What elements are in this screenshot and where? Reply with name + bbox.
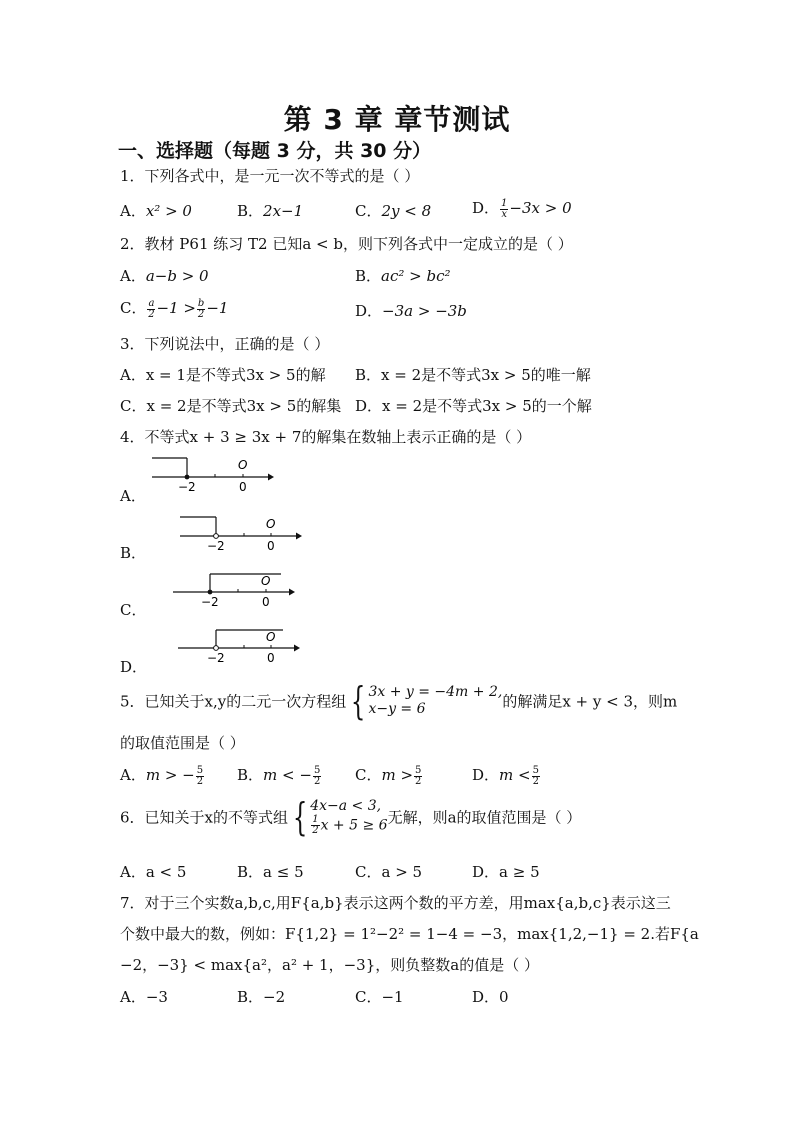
q1-option-b[interactable]: B．2x−1: [237, 202, 304, 220]
question-7-stem-line2: 个数中最大的数，例如：F{1,2} = 1²−2² = 1−4 = −3，max{1,2,−1} = 2.若F{a: [120, 925, 699, 943]
q7-option-a[interactable]: A．−3: [120, 988, 168, 1006]
tick-label: −2: [201, 595, 219, 609]
q5-option-d[interactable]: D．m < $\frac{5}{2}$: [472, 764, 539, 787]
page-title: 第 3 章 章节测试: [283, 103, 511, 136]
q4-option-b-numberline[interactable]: [170, 512, 310, 554]
q2-option-c[interactable]: C． $\frac{a}{2}$ −1 > $\frac{b}{2}$ −1: [120, 297, 229, 320]
q1-option-a[interactable]: A．x² > 0: [120, 202, 192, 220]
equation-system: 3x + y = −4m + 2, x−y = 6: [368, 684, 503, 717]
question-5-stem: 5．已知关于x,y的二元一次方程组 { 3x + y = −4m + 2, x−y = 6 的解满足x + y < 3，则m: [120, 679, 678, 723]
question-7-stem-line1: 7．对于三个实数a,b,c,用F{a,b}表示这两个数的平方差，用max{a,b,c}表示这三: [120, 894, 671, 912]
q7-option-c[interactable]: C．−1: [355, 988, 404, 1006]
question-6-stem: 6．已知关于x的不等式组 { 4x−a < 3, $\frac{1}{2}$ x + 5 ≥ 6 无解，则a的取值范围是（ ）: [120, 795, 582, 839]
q7-option-d[interactable]: D．0: [472, 988, 509, 1006]
q7-option-b[interactable]: B．−2: [237, 988, 286, 1006]
q6-option-c[interactable]: C．a > 5: [355, 863, 423, 881]
closed-point: [208, 590, 213, 595]
inequality-system: 4x−a < 3, $\frac{1}{2}$ x + 5 ≥ 6: [310, 798, 388, 836]
fraction: $\frac{1}{2}$: [312, 814, 319, 836]
open-point: [214, 646, 219, 651]
q6-option-b[interactable]: B．a ≤ 5: [237, 863, 304, 881]
closed-point: [185, 475, 190, 480]
q3-option-c[interactable]: C．x = 2是不等式3x > 5的解集: [120, 397, 342, 415]
q6-option-d[interactable]: D．a ≥ 5: [472, 863, 540, 881]
fraction: $\frac{5}{2}$: [415, 764, 422, 787]
brace-icon: {: [292, 795, 308, 839]
question-1-stem: 1．下列各式中，是一元一次不等式的是（ ）: [120, 167, 420, 185]
question-5-stem-cont: 的取值范围是（ ）: [120, 734, 245, 752]
q4-option-d-numberline[interactable]: [170, 626, 310, 668]
fraction: $\frac{5}{2}$: [532, 764, 539, 787]
tick-label: −2: [178, 480, 196, 494]
fraction: $\frac{5}{2}$: [313, 764, 321, 787]
question-7-stem-line3: −2，−3} < max{a²，a² + 1，−3}，则负整数a的值是（ ）: [120, 956, 539, 974]
axis-arrow: [296, 533, 302, 540]
q4-option-c-numberline[interactable]: [165, 570, 305, 612]
axis-arrow: [294, 645, 300, 652]
q1-option-c[interactable]: C．2y < 8: [355, 202, 432, 220]
q2-option-a[interactable]: A．a−b > 0: [120, 267, 209, 285]
q5-option-b[interactable]: B．m < − $\frac{5}{2}$: [237, 764, 321, 787]
q4-option-d-label[interactable]: D．: [120, 658, 148, 676]
question-2-stem: 2．教材 P61 练习 T2 已知a < b，则下列各式中一定成立的是（ ）: [120, 235, 573, 253]
origin-label: O: [261, 574, 271, 588]
section-heading: 一、选择题（每题 3 分，共 30 分）: [118, 140, 432, 162]
fraction: $\frac{b}{2}$: [197, 297, 205, 320]
q2-option-d[interactable]: D．−3a > −3b: [355, 302, 467, 320]
q3-option-d[interactable]: D．x = 2是不等式3x > 5的一个解: [355, 397, 592, 415]
axis-arrow: [289, 589, 295, 596]
tick-label: 0: [267, 539, 275, 553]
tick-label: 0: [239, 480, 247, 494]
question-4-stem: 4．不等式x + 3 ≥ 3x + 7的解集在数轴上表示正确的是（ ）: [120, 428, 532, 446]
open-point: [214, 534, 219, 539]
tick-label: 0: [267, 651, 275, 665]
q1-option-d[interactable]: D． $\frac{1}{x}$ −3x > 0: [472, 197, 572, 220]
origin-label: O: [266, 517, 276, 531]
question-3-stem: 3．下列说法中，正确的是（ ）: [120, 335, 330, 353]
q5-option-c[interactable]: C．m > $\frac{5}{2}$: [355, 764, 422, 787]
origin-label: O: [238, 458, 248, 472]
tick-label: 0: [262, 595, 270, 609]
q5-option-a[interactable]: A．m > − $\frac{5}{2}$: [120, 764, 204, 787]
fraction: $\frac{5}{2}$: [196, 764, 204, 787]
brace-icon: {: [351, 679, 366, 723]
axis-arrow: [268, 474, 274, 481]
q3-option-b[interactable]: B．x = 2是不等式3x > 5的唯一解: [355, 366, 591, 384]
q2-option-b[interactable]: B．ac² > bc²: [355, 267, 451, 285]
q4-option-a-label[interactable]: A．: [120, 487, 146, 505]
q6-option-a[interactable]: A．a < 5: [120, 863, 187, 881]
origin-label: O: [266, 630, 276, 644]
q4-option-b-label[interactable]: B．: [120, 544, 147, 562]
q4-option-c-label[interactable]: C．: [120, 601, 147, 619]
fraction: $\frac{1}{x}$: [501, 197, 508, 220]
tick-label: −2: [207, 651, 225, 665]
tick-label: −2: [207, 539, 225, 553]
fraction: $\frac{a}{2}$: [148, 297, 155, 320]
q4-option-a-numberline[interactable]: [140, 453, 280, 495]
q3-option-a[interactable]: A．x = 1是不等式3x > 5的解: [120, 366, 326, 384]
